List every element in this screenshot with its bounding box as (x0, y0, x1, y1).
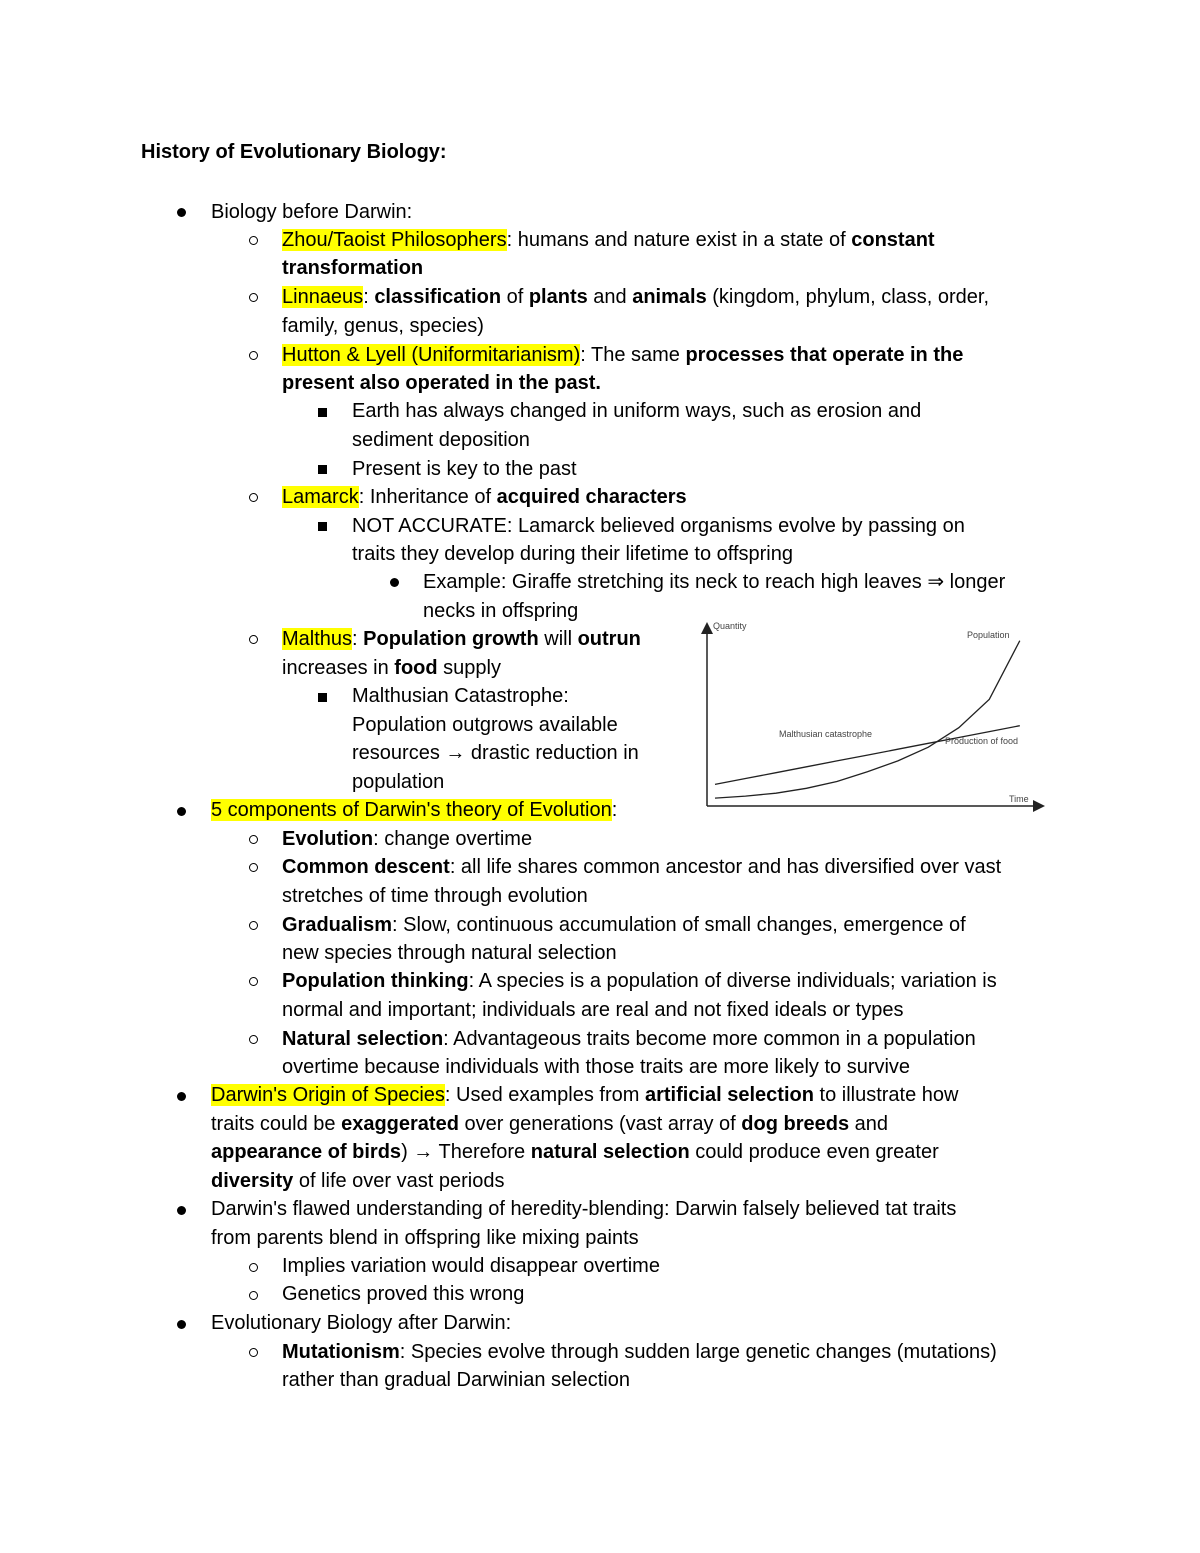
sub-item-erosion: Earth has always changed in uniform ways, such as erosion and (352, 400, 922, 422)
bullet-circle (249, 635, 258, 644)
sub-item-malthusian-4: population (352, 771, 445, 793)
bullet-circle (249, 493, 258, 502)
item-gradualism-cont: new species through natural selection (282, 942, 617, 964)
item-zhou: Zhou/Taoist Philosophers: humans and nature exist in a state of constant (282, 229, 935, 251)
item-malthus-cont: increases in food supply (282, 657, 501, 679)
bullet-circle (249, 863, 258, 872)
item-evolution: Evolution: change overtime (282, 828, 533, 850)
bullet-circle (249, 293, 258, 302)
item-malthus: Malthus: Population growth will outrun (282, 628, 641, 650)
item-genetics-proved: Genetics proved this wrong (282, 1283, 525, 1305)
annotation-catastrophe: Malthusian catastrophe (779, 729, 873, 739)
bullet-square (318, 465, 327, 474)
bullet-square (318, 522, 327, 531)
sub-item-malthusian: Malthusian Catastrophe: (352, 685, 569, 707)
section-origin-of-species: Darwin's Origin of Species: Used examples from artificial selection to illustrate how (211, 1084, 959, 1106)
sub-item-malthusian-3: resources → drastic reduction in (352, 742, 639, 764)
x-axis-label: Time (1009, 794, 1029, 804)
bullet-disc (177, 1206, 186, 1215)
highlight-term: Linnaeus (282, 286, 364, 308)
section-origin-cont-1: traits could be exaggerated over generations (vast array of dog breeds and (211, 1113, 889, 1135)
item-mutationism-cont: rather than gradual Darwinian selection (282, 1369, 630, 1391)
item-hutton-cont: present also operated in the past. (282, 372, 601, 394)
section-after-darwin: Evolutionary Biology after Darwin: (211, 1312, 512, 1334)
bullet-disc (177, 1092, 186, 1101)
section-five-components: 5 components of Darwin's theory of Evolution: (211, 799, 618, 821)
bullet-circle (249, 1035, 258, 1044)
highlight-term: Hutton & Lyell (Uniformitarianism) (282, 344, 581, 366)
bullet-square (318, 693, 327, 702)
bullet-circle (249, 1348, 258, 1357)
bullet-circle (249, 835, 258, 844)
bullet-square (318, 408, 327, 417)
highlight-term: Zhou/Taoist Philosophers (282, 229, 507, 251)
section-origin-cont-2: appearance of birds) → Therefore natural selection could produce even greater (211, 1141, 939, 1163)
section-flawed-heredity-cont: from parents blend in offspring like mixing paints (211, 1227, 639, 1249)
sub-sub-item-giraffe-cont: necks in offspring (423, 600, 579, 622)
bullet-circle (249, 921, 258, 930)
bullet-circle (249, 351, 258, 360)
sub-item-not-accurate: NOT ACCURATE: Lamarck believed organisms evolve by passing on (352, 515, 965, 537)
section-before-darwin: Biology before Darwin: (211, 201, 413, 223)
item-common-descent: Common descent: all life shares common ancestor and has diversified over vast (282, 856, 1002, 878)
bullet-disc (177, 208, 186, 217)
sub-sub-item-giraffe: Example: Giraffe stretching its neck to reach high leaves ⇒ longer (423, 571, 1006, 593)
malthus-chart (701, 616, 1047, 812)
item-population-thinking-cont: normal and important; individuals are real and not fixed ideals or types (282, 999, 904, 1021)
sub-item-malthusian-2: Population outgrows available (352, 714, 618, 736)
series-line-population (715, 641, 1020, 798)
bullet-circle (249, 236, 258, 245)
bullet-circle (249, 977, 258, 986)
highlight-term: Darwin's Origin of Species (211, 1084, 445, 1106)
item-mutationism: Mutationism: Species evolve through sudden large genetic changes (mutations) (282, 1341, 997, 1363)
page-title: History of Evolutionary Biology: (141, 141, 447, 163)
bullet-disc (390, 578, 399, 587)
bullet-disc (177, 1320, 186, 1329)
series-label-food: Production of food (945, 736, 1019, 746)
highlight-term: Malthus (282, 628, 353, 650)
section-origin-cont-3: diversity of life over vast periods (211, 1170, 505, 1192)
highlight-term: Lamarck (282, 486, 359, 508)
item-natural-selection-cont: overtime because individuals with those traits are more likely to survive (282, 1056, 911, 1078)
bullet-circle (249, 1291, 258, 1300)
highlight-term: 5 components of Darwin's theory of Evolution (211, 799, 612, 821)
item-gradualism: Gradualism: Slow, continuous accumulation of small changes, emergence of (282, 914, 966, 936)
sub-item-present-key: Present is key to the past (352, 458, 577, 480)
bullet-disc (177, 807, 186, 816)
section-flawed-heredity: Darwin's flawed understanding of heredity-blending: Darwin falsely believed tat traits (211, 1198, 957, 1220)
y-axis-label: Quantity (713, 621, 747, 631)
item-common-descent-cont: stretches of time through evolution (282, 885, 588, 907)
series-label-population: Population (967, 630, 1010, 640)
item-population-thinking: Population thinking: A species is a population of diverse individuals; variation is (282, 970, 997, 992)
item-linnaeus: Linnaeus: classification of plants and animals (kingdom, phylum, class, order, (282, 286, 990, 308)
item-lamarck: Lamarck: Inheritance of acquired characters (282, 486, 687, 508)
bullet-circle (249, 1263, 258, 1272)
item-variation-disappear: Implies variation would disappear overtime (282, 1255, 660, 1277)
item-zhou-cont: transformation (282, 257, 424, 279)
item-natural-selection: Natural selection: Advantageous traits become more common in a population (282, 1028, 976, 1050)
sub-item-erosion-cont: sediment deposition (352, 429, 530, 451)
item-hutton: Hutton & Lyell (Uniformitarianism): The same processes that operate in the (282, 344, 964, 366)
item-linnaeus-cont: family, genus, species) (282, 315, 484, 337)
sub-item-not-accurate-cont: traits they develop during their lifetime to offspring (352, 543, 793, 565)
